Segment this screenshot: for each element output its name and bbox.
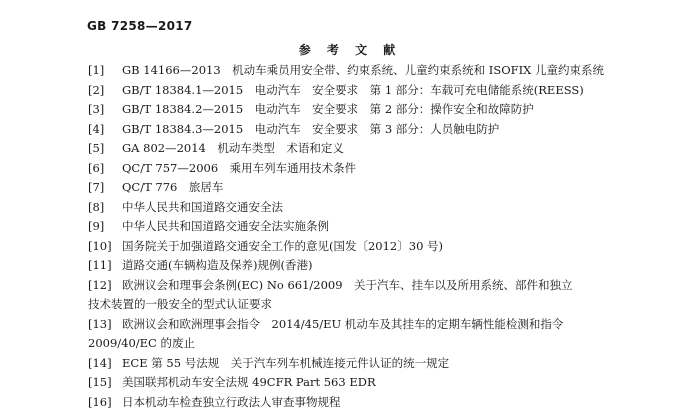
reference-number: [5] — [88, 141, 105, 155]
reference-text: 欧洲议会和欧洲理事会指令 2014/45/EU 机动车及其挂车的定期车辆性能检测和指令 — [122, 316, 564, 331]
reference-text: 国务院关于加强道路交通安全工作的意见(国发〔2012〕30 号) — [122, 238, 444, 253]
reference-number: [7] — [88, 180, 105, 194]
reference-text: 道路交通(车辆构造及保养)规例(香港) — [122, 258, 313, 272]
reference-number: [4] — [88, 121, 105, 136]
reference-number: [8] — [88, 199, 105, 214]
reference-text: 中华人民共和国道路交通安全法 — [122, 199, 283, 214]
reference-number: [6] — [88, 160, 105, 175]
reference-number: [13] — [88, 316, 112, 331]
reference-text: QC/T 776 旅居车 — [122, 180, 224, 194]
reference-text: 日本机动车检查独立行政法人审查事物规程 — [122, 394, 341, 409]
reference-text: 欧洲议会和理事会条例(EC) No 661/2009 关于汽车、挂车以及所用系统、部件和独立 — [122, 277, 573, 292]
reference-text: 中华人民共和国道路交通安全法实施条例 — [122, 219, 329, 233]
reference-number: [11] — [88, 258, 112, 272]
section-title: 参 考 文 献 — [298, 43, 402, 57]
reference-number: [9] — [88, 219, 105, 233]
reference-text: GB/T 18384.1—2015 电动汽车 安全要求 第 1 部分：车载可充电储能系统(REESS) — [122, 82, 584, 97]
reference-number: [10] — [88, 238, 112, 253]
standard-code: GB 7258—2017 — [87, 19, 193, 33]
reference-text-continued: 技术装置的一般安全的型式认证要求 — [88, 297, 272, 311]
reference-text-continued: 2009/40/EC 的废止 — [88, 336, 195, 350]
reference-number: [1] — [88, 63, 105, 77]
reference-number: [15] — [88, 375, 112, 389]
reference-number: [3] — [88, 102, 105, 116]
reference-text: GB/T 18384.2—2015 电动汽车 安全要求 第 2 部分：操作安全和故障防护 — [122, 102, 534, 116]
reference-text: GA 802—2014 机动车类型 术语和定义 — [122, 141, 344, 155]
reference-number: [2] — [88, 82, 105, 97]
reference-text: GB/T 18384.3—2015 电动汽车 安全要求 第 3 部分：人员触电防护 — [122, 121, 500, 136]
reference-text: GB 14166—2013 机动车乘员用安全带、约束系统、儿童约束系统和 ISOFIX 儿童约束系统 — [122, 63, 605, 77]
reference-number: [12] — [88, 277, 112, 292]
reference-text: ECE 第 55 号法规 关于汽车列车机械连接元件认证的统一规定 — [122, 355, 450, 370]
reference-text: 美国联邦机动车安全法规 49CFR Part 563 EDR — [122, 375, 376, 389]
reference-number: [14] — [88, 355, 112, 370]
reference-text: QC/T 757—2006 乘用车列车通用技术条件 — [122, 160, 357, 175]
reference-number: [16] — [88, 394, 112, 409]
